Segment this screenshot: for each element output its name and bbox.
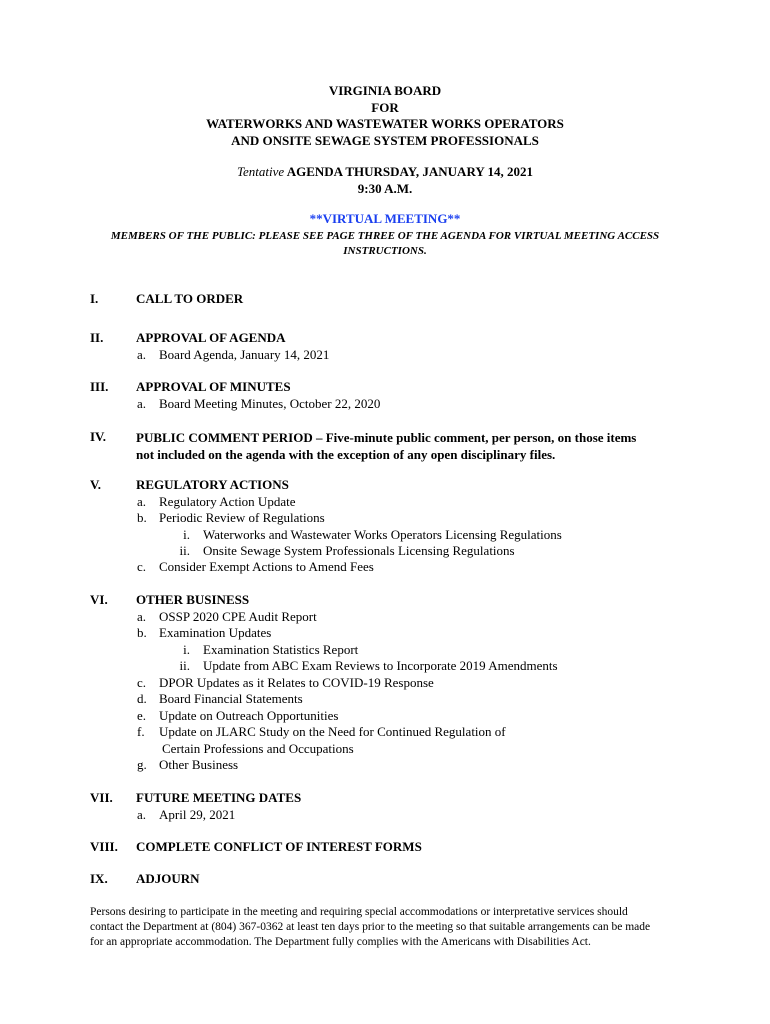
header-line-1: VIRGINIA BOARD <box>328 83 442 98</box>
section-title: COMPLETE CONFLICT OF INTEREST FORMS <box>136 839 422 854</box>
agenda-time: 9:30 A.M. <box>357 180 413 196</box>
section-title: FUTURE MEETING DATES <box>136 790 302 805</box>
agenda-date-block <box>0 164 770 197</box>
section-title: CALL TO ORDER <box>136 291 244 306</box>
section-number: V. <box>90 477 101 492</box>
header-line-2: FOR <box>371 99 399 115</box>
section-number: IV. <box>90 429 107 444</box>
section-title: APPROVAL OF AGENDA <box>136 330 286 345</box>
section-number: VI. <box>90 592 108 607</box>
accommodations-notice: Persons desiring to participate in the meeting and requiring special accommodations or interpretative services should contact the Department at (804) 367-0362 at least ten days prior to the meeting so that suitable arrangements can be made for an appropriate accommodation. The Department fully complies with the Americans with Disabilities Act. <box>90 906 651 948</box>
agenda-page: VIRGINIA BOARD FOR WATERWORKS AND WASTEWATER WORKS OPERATORS AND ONSITE SEWAGE SYSTEM PROFESSIONALS Tentative AGENDA THURSDAY, JANUARY 14, 2021 9:30 A.M. **VIRTUAL MEETING** MEMBERS OF THE PUBLIC: PLEASE SEE PAGE THREE OF THE AGENDA FOR VIRTUAL MEETING ACCESS INSTRUCTIONS. I. CALL TO ORDER II. APPROVAL OF AGENDA a. Board Agenda, January 14, 2021 III. APPROVAL OF MINUTES a. Board Meeting Minutes, October 22, 2020 IV. PUBLIC COMMENT PERIOD – Five-minute public comment, per person, on those items not included on the agenda with the exception of any open disciplinary files. V. REGULATORY ACTIONS a. Regulatory Action Update b. Periodic Review of Regulations i. Waterworks and Wastewater Works Operators Licensing Regulations ii. Onsite Sewage System Professionals Licensing Regulations c. Consider Exempt Actions to Amend Fees VI. OTHER BUSINESS a. OSSP 2020 CPE Audit Report b. Examination Updates i. Examination Statistics Report ii. Update from ABC Exam Reviews to Incorporate 2019 Amendments c. DPOR Updates as it Relates to COVID-19 Response d. Board Financial Statements e. Update on Outreach Opportunities f. Update on JLARC Study on the Need for Continued Regulation of Certain Professions and Occupations g. Other Business VII. FUTURE MEETING DATES a. April 29, 2021 VIII. COMPLETE CONFLICT OF INTEREST FORMS IX. ADJOURN Persons desiring to participate in the meeting and requiring special accommodations or interpretative services should contact the Department at (804) 367-0362 at least ten days prior to the meeting so that suitable arrangements can be made for an appropriate accommodation. The Department fully complies with the Americans with Disabilities Act. <box>0 0 770 1024</box>
header-line-4: AND ONSITE SEWAGE SYSTEM PROFESSIONALS <box>231 132 539 148</box>
section-title: REGULATORY ACTIONS <box>136 477 289 492</box>
public-notice: MEMBERS OF THE PUBLIC: PLEASE SEE PAGE THREE OF THE AGENDA FOR VIRTUAL MEETING ACCESS INSTRUCTIONS. <box>110 230 660 257</box>
header-block <box>0 83 770 149</box>
section-number: I. <box>90 291 99 306</box>
section-number: III. <box>90 379 109 394</box>
section-number: VIII. <box>90 839 118 854</box>
agenda-date-line <box>0 164 770 181</box>
agenda-date: AGENDA THURSDAY, JANUARY 14, 2021 <box>284 164 534 179</box>
section-number: IX. <box>90 871 108 886</box>
tentative-label: Tentative <box>236 164 285 179</box>
section-number: II. <box>90 330 104 345</box>
virtual-meeting-banner: **VIRTUAL MEETING** <box>309 211 461 226</box>
section-title: ADJOURN <box>136 871 200 886</box>
section-title: APPROVAL OF MINUTES <box>136 379 291 394</box>
section-title: OTHER BUSINESS <box>136 592 250 607</box>
section-number: VII. <box>90 790 113 805</box>
section-title: PUBLIC COMMENT PERIOD – Five-minute public comment, per person, on those items not included on the agenda with the exception of any open disciplinary files. <box>136 430 637 462</box>
header-line-3: WATERWORKS AND WASTEWATER WORKS OPERATORS <box>206 116 564 131</box>
